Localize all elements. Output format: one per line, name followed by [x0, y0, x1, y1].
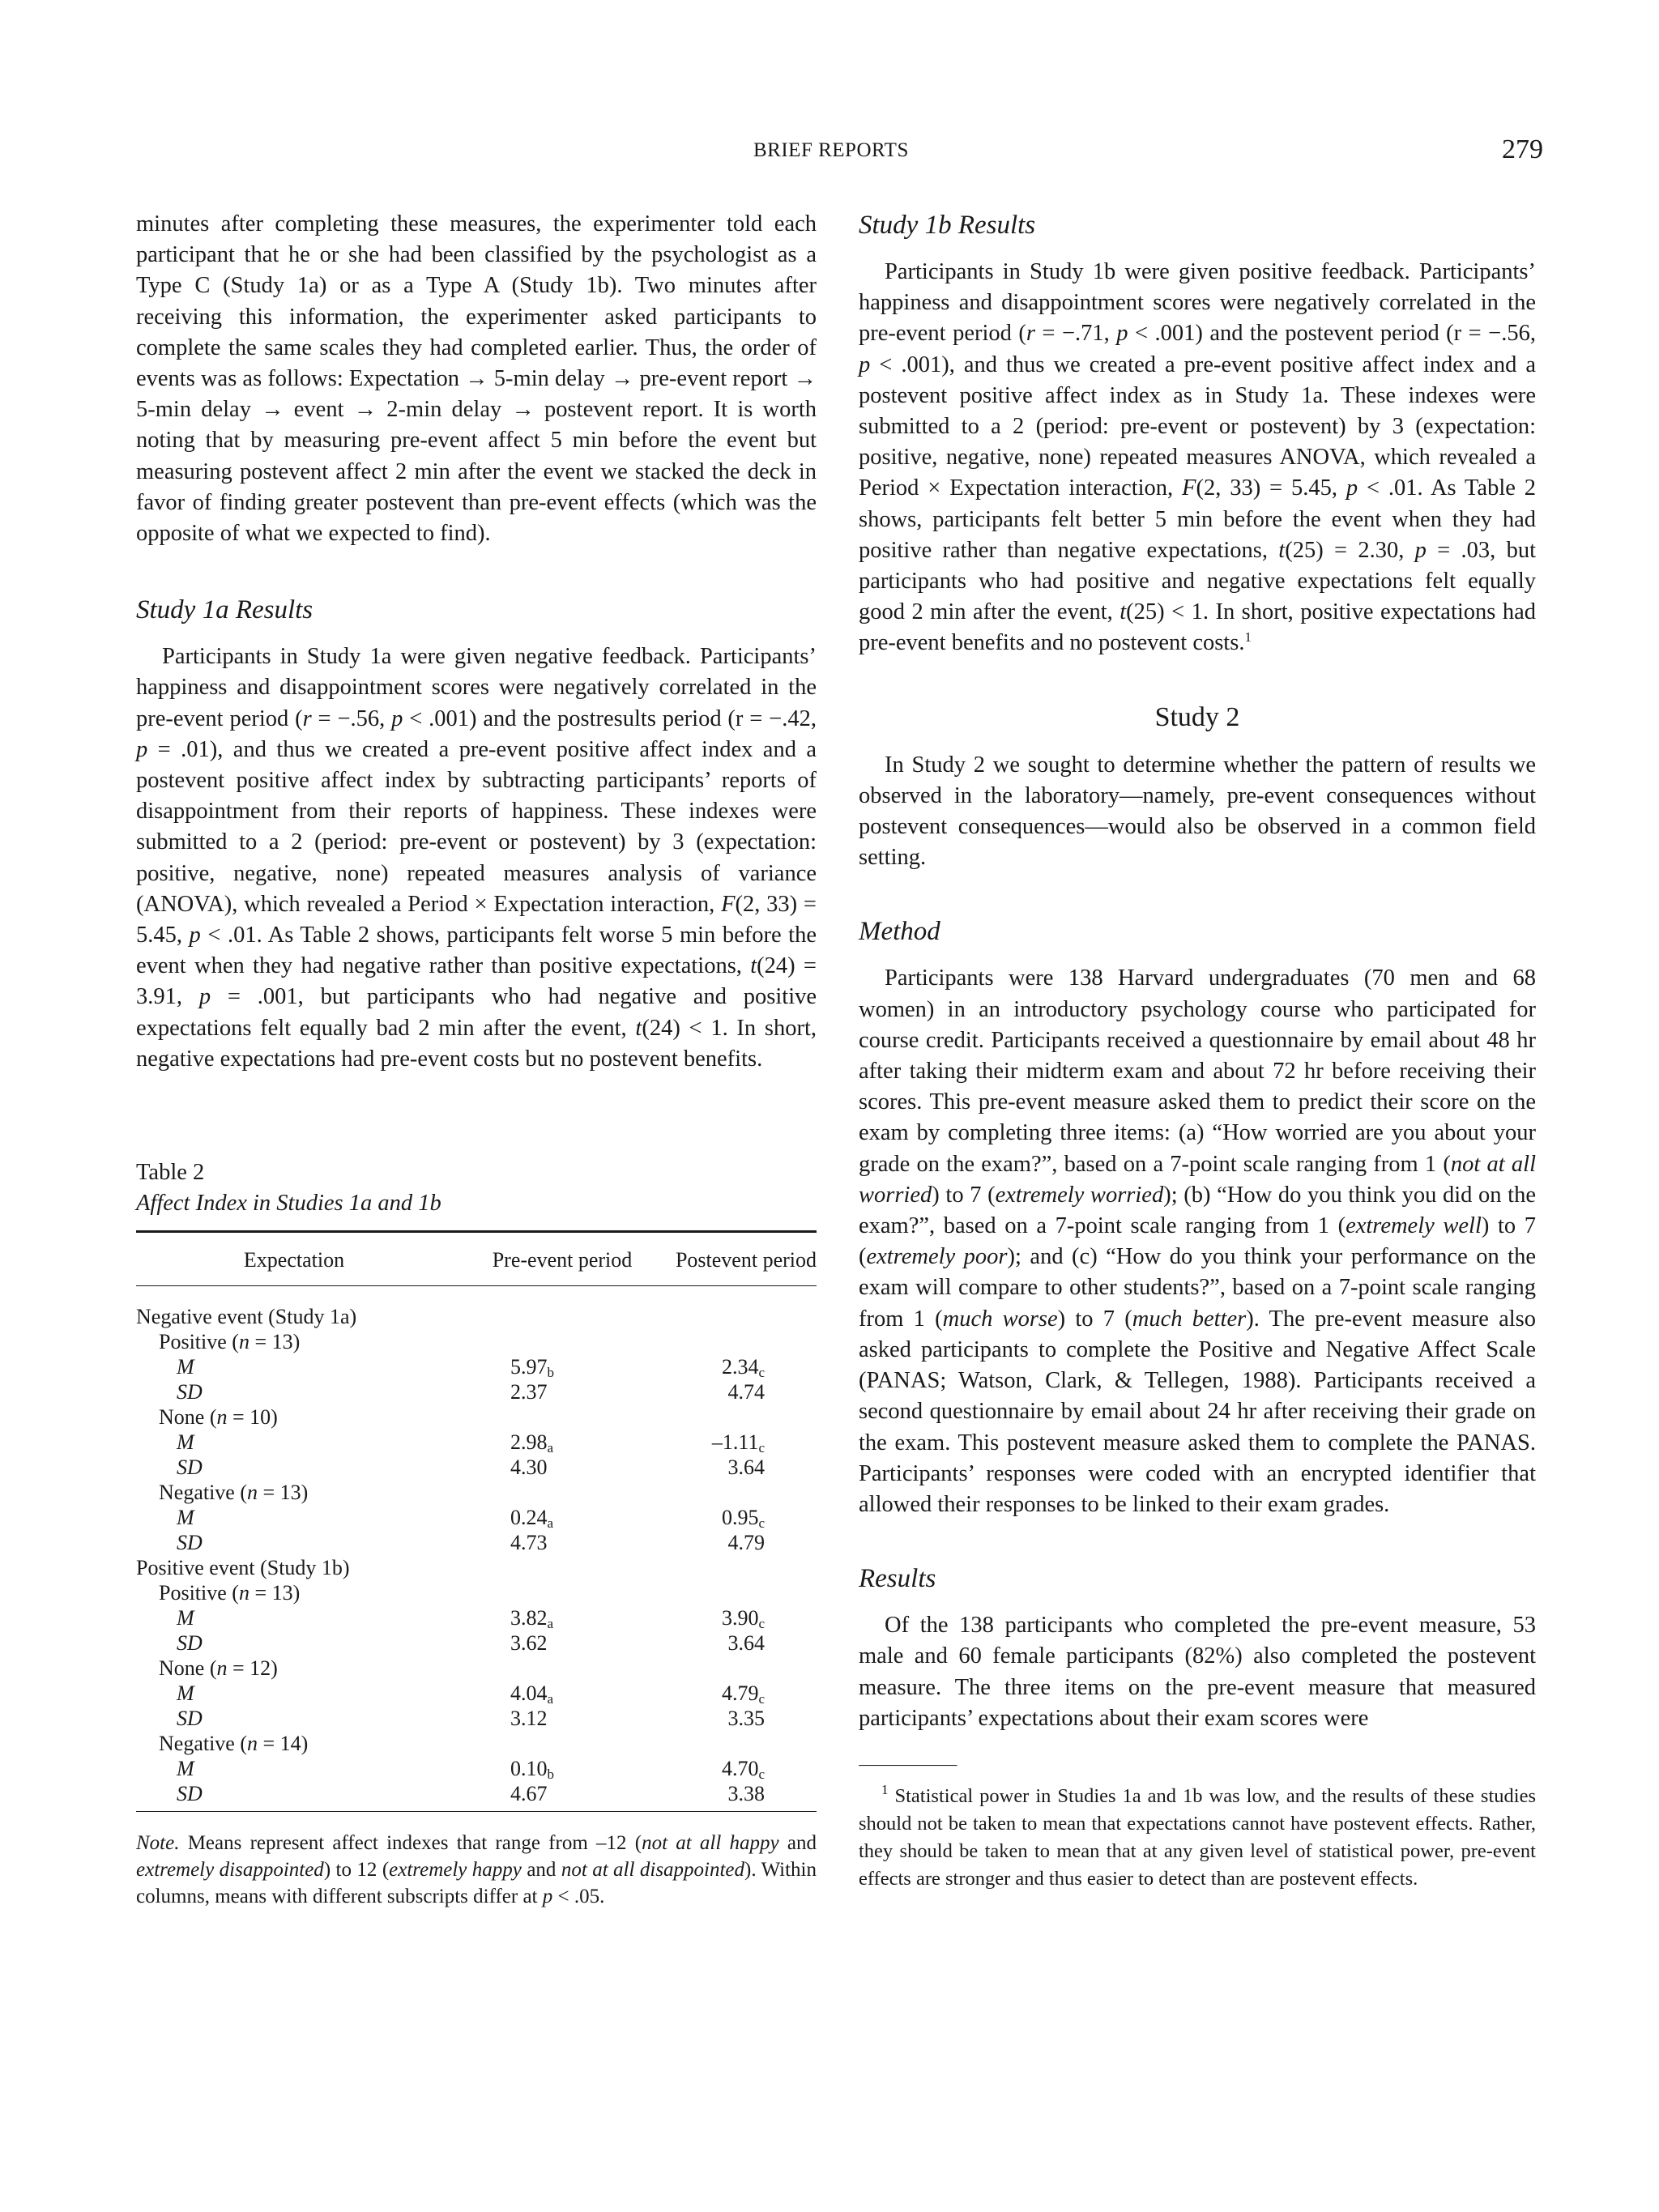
- table-cell-postevent: [672, 1731, 817, 1756]
- table-cell-postevent: $2.34_c$: [721, 1355, 765, 1381]
- footnote: $^1$ Statistical power in Studies 1a and 1b was low, and the results of these studies should not be taken to mean that expectations cannot have postevent effects. Rather, they should be taken to mean that at any given level of statistical power, pre-event effects are stronger and thus easier to detect than are postevent effects.: [859, 1781, 1536, 1890]
- table-row: [136, 1430, 817, 1455]
- table-row: [136, 1681, 817, 1706]
- study1b-paragraph: Participants in Study 1b were given positive feedback. Participants’ happiness and disappointment scores were negatively correlated in the pre-event period (r = −.71, p < .001) and the postevent period (r = −.56, p < .001), and thus we created a pre-event positive affect index and a postevent positive affect index as in Study 1a. These indexes were submitted to a 2 (period: pre-event or postevent) by 3 (expectation: positive, negative, none) repeated measures ANOVA, which revealed a Period × Expectation interaction, F(2, 33) = 5.45, p < .01. As Table 2 shows, participants felt better 5 min before the event when they had positive rather than negative expectations, t(25) = 2.30, p = .03, but participants who had positive and negative expectations felt equally good 2 min after the event, t(25) < 1. In short, positive expectations had pre-event benefits and no postevent costs.$^1$: [859, 259, 1536, 656]
- study1a-heading: Study 1a Results: [136, 595, 313, 625]
- table-row: [136, 1379, 817, 1404]
- table-cell-pre-event: [452, 1286, 672, 1330]
- table-stat-label: SD: [177, 1380, 203, 1404]
- header-postevent: Postevent period: [675, 1248, 817, 1272]
- table-title: Affect Index in Studies 1a and 1b: [136, 1191, 441, 1217]
- table-cell-pre-event: 3.62: [510, 1631, 548, 1656]
- table-stat-label: M: [177, 1681, 194, 1706]
- table-cell-postevent: [672, 1286, 817, 1330]
- table-stat-label: M: [177, 1757, 194, 1781]
- table-caption: [136, 1157, 817, 1219]
- table-row: [136, 1455, 817, 1480]
- table-cell-pre-event: [452, 1555, 672, 1580]
- table-row: [136, 1286, 817, 1330]
- table-cell-postevent: 3.35: [727, 1707, 765, 1731]
- table-condition-label: Negative (n = 13): [159, 1481, 309, 1505]
- table-note-text: Means represent affect indexes that range from –12 (not at all happy and extremely disappointed) to 12 (extremely happy and not at all disappointed). Within columns, means with different subscripts differ at p < .05.: [136, 1832, 817, 1908]
- study1b-heading: Study 1b Results: [859, 211, 1036, 240]
- table-cell-postevent: [672, 1329, 817, 1354]
- table-cell-pre-event: 3.12: [510, 1707, 548, 1731]
- method-heading: Method: [859, 917, 940, 947]
- table-cell-pre-event: 4.73: [510, 1531, 548, 1555]
- table-row: [136, 1505, 817, 1530]
- table-cell-postevent: $4.70_c$: [721, 1757, 765, 1783]
- page-header: [0, 134, 1659, 172]
- table-cell-pre-event: $3.82_a$: [510, 1606, 554, 1632]
- table-stat-label: SD: [177, 1531, 203, 1555]
- table-cell-pre-event: 4.30: [510, 1455, 548, 1480]
- table-cell-pre-event: 4.67: [510, 1782, 548, 1806]
- right-column: [859, 209, 1536, 1893]
- table-cell-postevent: $3.90_c$: [721, 1606, 765, 1632]
- table-row: [136, 1781, 817, 1812]
- table-row: [136, 1555, 817, 1580]
- table-condition-label: Positive (n = 13): [159, 1330, 301, 1354]
- table-cell-postevent: $4.79_c$: [721, 1681, 765, 1707]
- results-heading: Results: [859, 1564, 936, 1594]
- table-stat-label: SD: [177, 1707, 203, 1731]
- table-row: [136, 1731, 817, 1756]
- table-cell-pre-event: [452, 1656, 672, 1681]
- continuation-paragraph: minutes after completing these measures, the experimenter told each participant that he or she had been classified by the psychologist as a Type C (Study 1a) or as a Type A (Study 1b). Two minutes after receiving this information, the experimenter asked participants to complete the same scales they had completed earlier. Thus, the order of events was as follows: Expectation → 5-min delay → pre-event report → 5-min delay → event → 2-min delay → postevent report. It is worth noting that by measuring pre-event affect 5 min before the event but measuring postevent affect 2 min after the event we stacked the deck in favor of finding greater postevent than pre-event effects (which was the opposite of what we expected to find).: [136, 211, 817, 547]
- footnote-marker: 1: [881, 1781, 889, 1797]
- study2-intro: In Study 2 we sought to determine whether the pattern of results we observed in the laboratory—namely, pre-event consequences without postevent consequences—would also be observed in a common field setting.: [859, 752, 1536, 871]
- table-cell-postevent: [672, 1480, 817, 1505]
- table-row: [136, 1480, 817, 1505]
- table-body: [136, 1286, 817, 1812]
- table-cell-pre-event: $4.04_a$: [510, 1681, 554, 1707]
- table-cell-postevent: 3.38: [727, 1782, 765, 1806]
- running-head: BRIEF REPORTS: [753, 139, 909, 161]
- table-row: [136, 1530, 817, 1555]
- table-cell-postevent: [672, 1656, 817, 1681]
- results-paragraph: Of the 138 participants who completed the pre-event measure, 53 male and 60 female participants (82%) also completed the postevent measure. The three items on the pre-event measure that measured participants’ expectations about their exam scores were: [859, 1613, 1536, 1731]
- table-condition-label: None (n = 12): [159, 1656, 278, 1681]
- table-stat-label: SD: [177, 1455, 203, 1480]
- table-cell-pre-event: [452, 1731, 672, 1756]
- table-cell-postevent: [672, 1580, 817, 1605]
- table-cell-postevent: [672, 1555, 817, 1580]
- table-note: Note. Means represent affect indexes that range from –12 (not at all happy and extremely disappointed) to 12 (extremely happy and not at all disappointed). Within columns, means with different subscripts differ at p < .05.: [136, 1832, 817, 1908]
- table-cell-postevent: 3.64: [727, 1631, 765, 1656]
- table-cell-pre-event: $0.24_a$: [510, 1506, 554, 1532]
- table-cell-pre-event: [452, 1404, 672, 1430]
- footnote-ref: 1: [1244, 629, 1252, 646]
- table-stat-label: M: [177, 1355, 194, 1379]
- table-row: [136, 1580, 817, 1605]
- table-row: [136, 1404, 817, 1430]
- table-cell-pre-event: 2.37: [510, 1380, 548, 1404]
- table-condition-label: Positive (n = 13): [159, 1581, 301, 1605]
- table-row: [136, 1656, 817, 1681]
- table-stat-label: M: [177, 1506, 194, 1530]
- table-row: [136, 1329, 817, 1354]
- table-stat-label: M: [177, 1430, 194, 1455]
- table-header-row: [136, 1232, 817, 1286]
- table-row: [136, 1756, 817, 1781]
- left-column: [136, 209, 817, 1910]
- table-cell-pre-event: $2.98_a$: [510, 1430, 554, 1456]
- header-expectation: Expectation: [243, 1248, 345, 1272]
- header-pre-event: Pre-event period: [492, 1248, 633, 1272]
- table-stat-label: M: [177, 1606, 194, 1630]
- table-number: Table 2: [136, 1160, 205, 1186]
- table-row: [136, 1706, 817, 1731]
- table-cell-pre-event: [452, 1480, 672, 1505]
- table-row: [136, 1605, 817, 1630]
- table-cell-postevent: $0.95_c$: [721, 1506, 765, 1532]
- table-cell-pre-event: $0.10_b$: [510, 1757, 554, 1783]
- table-cell-pre-event: [452, 1580, 672, 1605]
- study2-heading: Study 2: [1154, 701, 1240, 732]
- table-cell-postevent: 4.79: [727, 1531, 765, 1555]
- table-row: [136, 1354, 817, 1379]
- table-cell-pre-event: $5.97_b$: [510, 1355, 554, 1381]
- table-group-label: Negative event (Study 1a): [136, 1305, 357, 1329]
- affect-index-table: [136, 1230, 817, 1812]
- table-stat-label: SD: [177, 1782, 203, 1806]
- footnote-rule: [859, 1765, 957, 1767]
- table-cell-pre-event: [452, 1329, 672, 1354]
- table-condition-label: None (n = 10): [159, 1405, 278, 1430]
- study1a-paragraph: Participants in Study 1a were given negative feedback. Participants’ happiness and disappointment scores were negatively correlated in the pre-event period (r = −.56, p < .001) and the postresults period (r = −.42, p = .01), and thus we created a pre-event positive affect index and a postevent positive affect index by subtracting participants’ reports of disappointment from their reports of happiness. These indexes were submitted to a 2 (period: pre-event or postevent) by 3 (expectation: positive, negative, none) repeated measures analysis of variance (ANOVA), which revealed a Period × Expectation interaction, F(2, 33) = 5.45, p < .01. As Table 2 shows, participants felt worse 5 min before the event when they had negative rather than positive expectations, t(24) = 3.91, p = .001, but participants who had negative and positive expectations felt equally bad 2 min after the event, t(24) < 1. In short, negative expectations had pre-event costs but no postevent benefits.: [136, 644, 817, 1072]
- table-group-label: Positive event (Study 1b): [136, 1556, 350, 1580]
- table-row: [136, 1630, 817, 1656]
- table-condition-label: Negative (n = 14): [159, 1732, 309, 1756]
- page-number: 279: [1502, 134, 1543, 164]
- table-cell-postevent: [672, 1404, 817, 1430]
- table-cell-postevent: 3.64: [727, 1455, 765, 1480]
- method-paragraph: Participants were 138 Harvard undergraduates (70 men and 68 women) in an introductory psychology course who participated for course credit. Participants received a questionnaire by email about 48 hr after taking their midterm exam and about 72 hr before receiving their scores. This pre-event measure asked them to predict their score on the exam by completing three items: (a) “How worried are you about your grade on the exam?”, based on a 7-point scale ranging from 1 (not at all worried) to 7 (extremely worried); (b) “How do you think you did on the exam?”, based on a 7-point scale ranging from 1 (extremely well) to 7 (extremely poor); and (c) “How do you think your performance on the exam will compare to other students?”, based on a 7-point scale ranging from 1 (much worse) to 7 (much better). The pre-event measure also asked participants to complete the Positive and Negative Affect Scale (PANAS; Watson, Clark, & Tellegen, 1988). Participants received a second questionnaire by email about 24 hr after receiving their grade on the exam. This postevent measure asked them to complete the PANAS. Participants’ responses were coded with an encrypted identifier that allowed their responses to be linked to their exam grades.: [859, 965, 1537, 1517]
- table-stat-label: SD: [177, 1631, 203, 1656]
- table-cell-postevent: $-1.11_c$: [711, 1430, 765, 1456]
- table-cell-postevent: 4.74: [727, 1380, 765, 1404]
